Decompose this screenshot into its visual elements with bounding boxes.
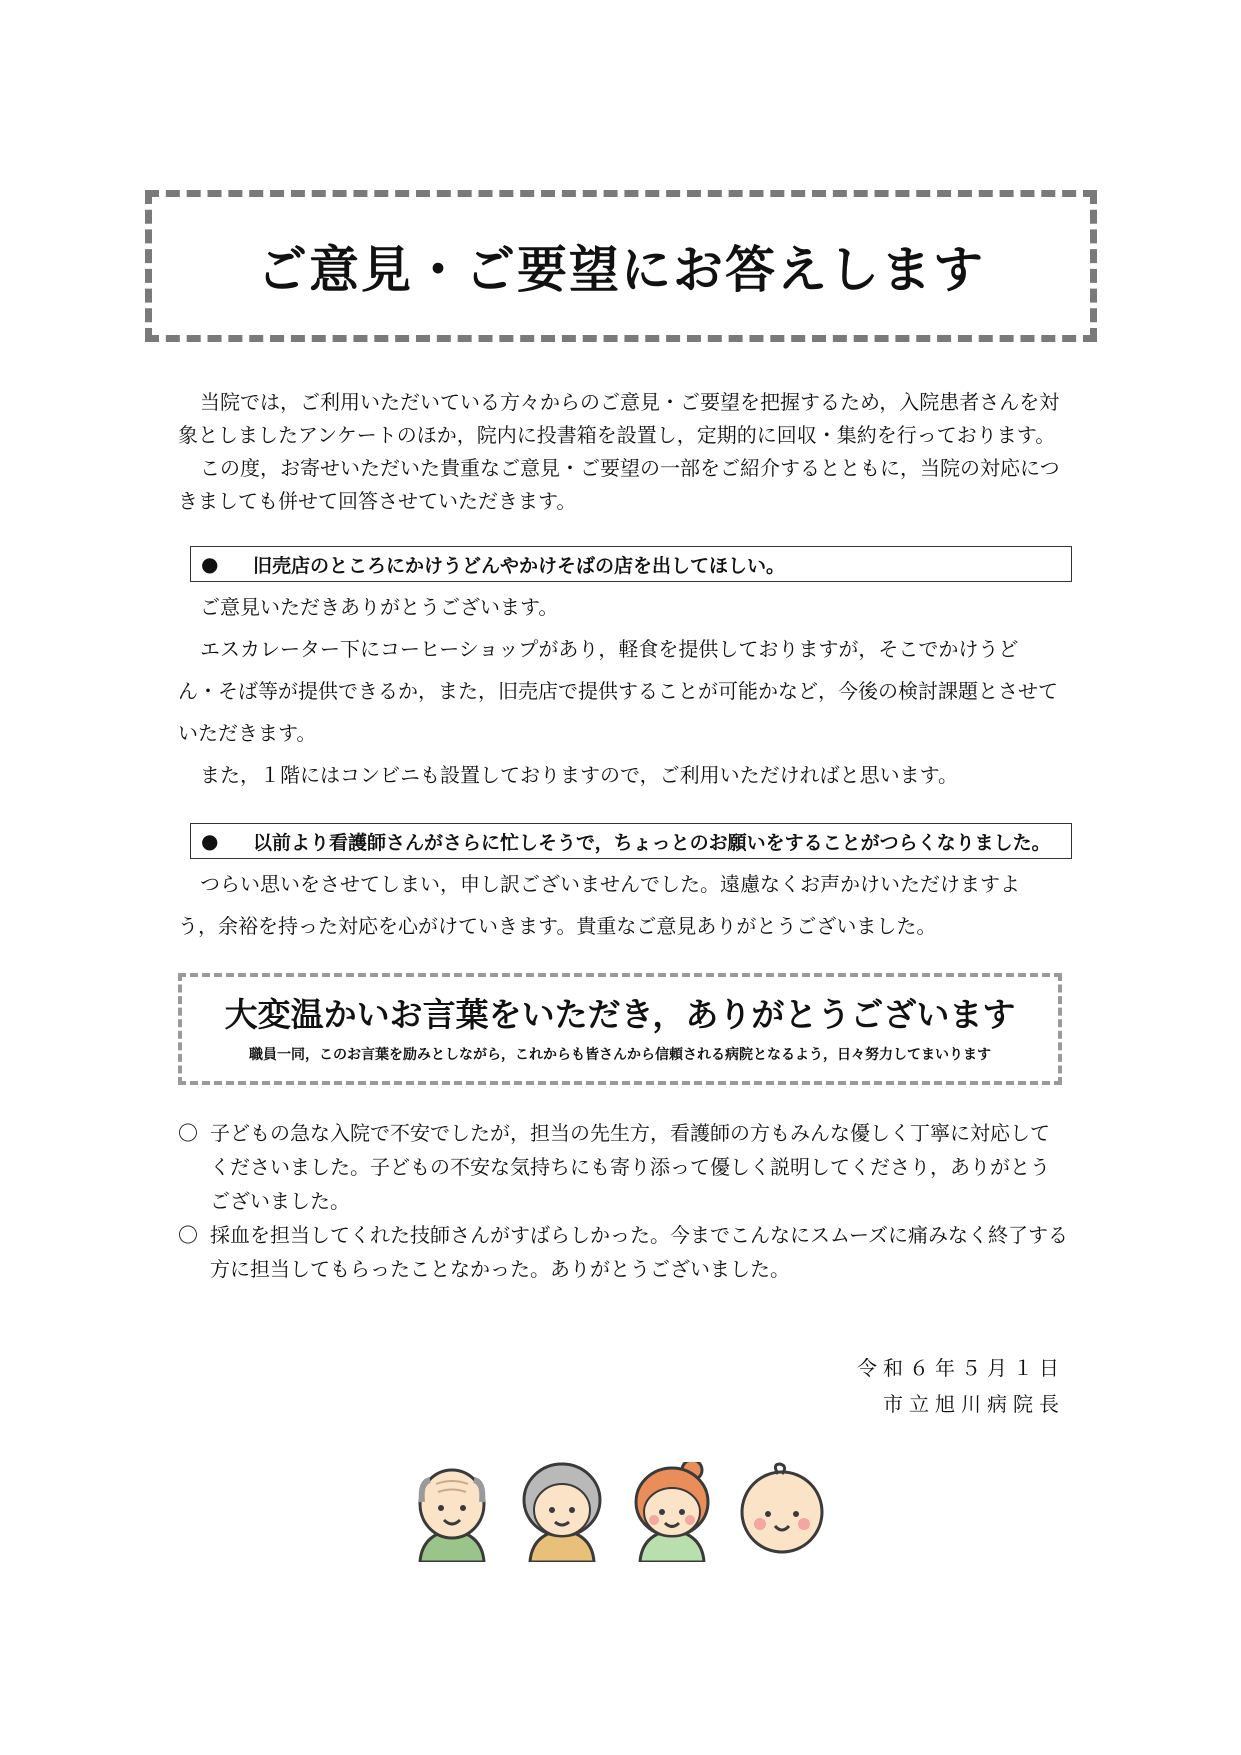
patient-voices — [178, 1116, 1068, 1286]
signature-date: 令和６年５月１日 — [857, 1356, 1065, 1380]
voice-text: 採血を担当してくれた技師さんがすばらしかった。今までこんなにスムーズに痛みなく終了する方に担当してもらったことなかった。ありがとうございました。 — [210, 1223, 1068, 1281]
question-text: 旧売店のところにかけうどんやかけそばの店を出してほしい。 — [253, 554, 786, 577]
intro-paragraph: 当院では，ご利用いただいている方々からのご意見・ご要望を把握するため，入院患者さんを対象としましたアンケートのほか，院内に投書箱を設置し，定期的に回収・集約を行っております。 — [178, 390, 1060, 447]
intro-section — [178, 386, 1068, 518]
signature — [857, 1350, 1065, 1422]
page-title: ご意見・ご要望にお答えします — [257, 241, 985, 299]
grandmother-icon — [524, 1464, 600, 1562]
question-box — [190, 823, 1072, 859]
grandfather-icon — [420, 1470, 484, 1562]
family-illustration — [408, 1462, 838, 1562]
thanks-box — [178, 973, 1062, 1085]
answer-section — [178, 863, 1058, 947]
thanks-title: 大変温かいお言葉をいただき，ありがとうございます — [224, 995, 1016, 1034]
signature-author: 市立旭川病院長 — [883, 1392, 1065, 1416]
intro-paragraph: この度，お寄せいただいた貴重なご意見・ご要望の一部をご紹介するとともに，当院の対応につきましても併せて回答させていただきます。 — [178, 456, 1060, 513]
answer-paragraph: ご意見いただきありがとうございます。 — [200, 595, 559, 619]
voice-item — [178, 1116, 1068, 1218]
question-box — [190, 546, 1072, 582]
woman-icon — [636, 1462, 708, 1562]
bullet-icon: ● — [201, 552, 219, 576]
bullet-icon: ● — [201, 829, 219, 853]
title-box — [145, 190, 1097, 342]
answer-section — [178, 586, 1058, 796]
baby-icon — [742, 1464, 822, 1552]
voice-text: 子どもの急な入院で不安でしたが，担当の先生方，看護師の方もみんな優しく丁寧に対応してくださいました。子どもの不安な気持ちにも寄り添って優しく説明してくださり，ありがとうございました。 — [210, 1121, 1050, 1213]
answer-paragraph: エスカレーター下にコーヒーショップがあり，軽食を提供しておりますが，そこでかけうどん・そば等が提供できるか，また，旧売店で提供することが可能かなど，今後の検討課題とさせていただきます。 — [178, 637, 1058, 745]
circle-mark-icon: 〇 — [178, 1223, 198, 1247]
answer-paragraph: また，１階にはコンビニも設置しておりますので，ご利用いただければと思います。 — [200, 763, 958, 787]
circle-mark-icon: 〇 — [178, 1121, 198, 1145]
answer-paragraph: つらい思いをさせてしまい，申し訳ございませんでした。遠慮なくお声かけいただけますよう，余裕を持った対応を心がけていきます。貴重なご意見ありがとうございました。 — [178, 872, 1020, 938]
question-text: 以前より看護師さんがさらに忙しそうで，ちょっとのお願いをすることがつらくなりました。 — [253, 831, 1051, 854]
thanks-subtitle: 職員一同，このお言葉を励みとしながら，これからも皆さんから信頼される病院となるよう，日々努力してまいります — [249, 1047, 991, 1063]
voice-item — [178, 1218, 1068, 1286]
